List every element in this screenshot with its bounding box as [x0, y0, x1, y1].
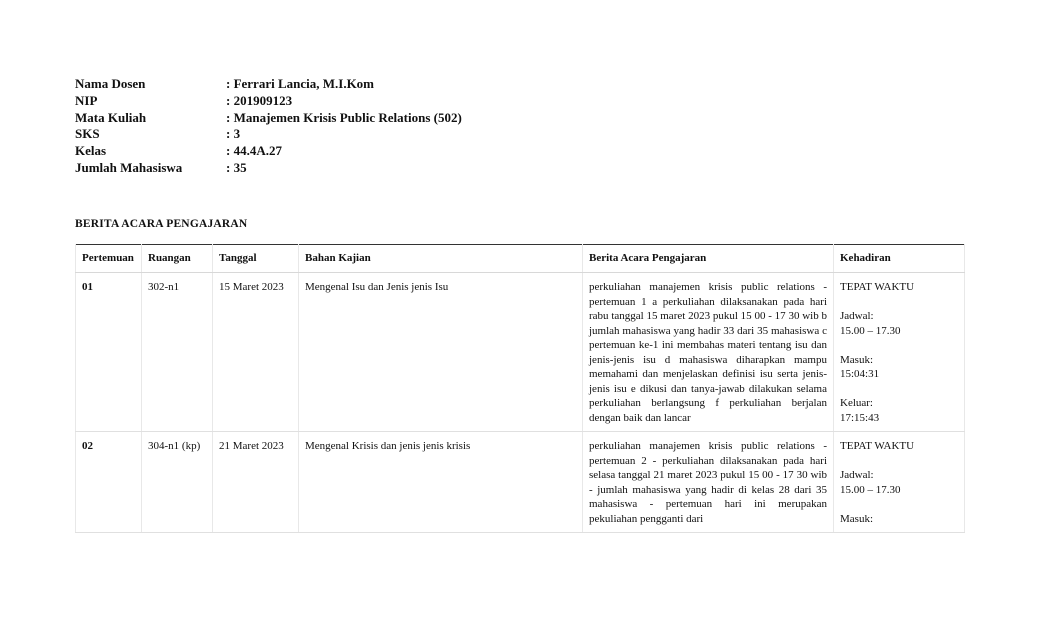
info-value: : 3	[226, 126, 241, 142]
header-ruangan: Ruangan	[142, 245, 213, 273]
cell-kehadiran	[834, 432, 965, 533]
info-value: : 201909123	[226, 92, 293, 108]
cell-kehadiran	[834, 273, 965, 432]
jadwal-label: Jadwal:	[840, 310, 874, 322]
info-row-mata-kuliah	[75, 110, 462, 127]
info-row-sks	[75, 126, 462, 143]
section-title: BERITA ACARA PENGAJARAN	[75, 218, 248, 230]
cell-bahan-kajian: Mengenal Isu dan Jenis jenis Isu	[299, 273, 583, 432]
keluar-label: Keluar:	[840, 397, 873, 409]
lecturer-info	[75, 76, 462, 177]
cell-ruangan: 302-n1	[142, 273, 213, 432]
cell-pertemuan: 02	[76, 432, 142, 533]
masuk-label: Masuk:	[840, 353, 873, 366]
header-pertemuan: Pertemuan	[76, 245, 142, 273]
header-berita-acara: Berita Acara Pengajaran	[583, 245, 834, 273]
cell-ruangan: 304-n1 (kp)	[142, 432, 213, 533]
table-row	[76, 273, 965, 432]
berita-acara-text: perkuliahan manajemen krisis public relations - pertemuan 2 - perkuliahan dilaksanakan pada hari selasa tanggal 21 maret 2023 pukul 15 00 - 17 30 wib - jumlah mahasiswa yang hadir di kelas 28 dari 35 mahasiswa - pertemuan hari ini merupakan pekuliahan pengganti dari	[589, 440, 827, 525]
info-value: : Manajemen Krisis Public Relations (502)	[226, 109, 462, 125]
info-label: NIP	[75, 92, 98, 108]
attendance-status: TEPAT WAKTU	[840, 440, 915, 452]
berita-acara-table	[75, 244, 965, 533]
cell-pertemuan: 01	[76, 273, 142, 432]
attendance-status: TEPAT WAKTU	[840, 281, 915, 293]
header-bahan-kajian: Bahan Kajian	[299, 245, 583, 273]
attendance-jadwal	[840, 309, 958, 338]
cell-berita-acara	[583, 432, 834, 533]
header-tanggal: Tanggal	[213, 245, 299, 273]
attendance-jadwal	[840, 468, 958, 497]
header-kehadiran: Kehadiran	[834, 245, 965, 273]
attendance-keluar	[840, 396, 958, 425]
keluar-value: 17:15:43	[840, 411, 880, 424]
jadwal-label: Jadwal:	[840, 469, 874, 481]
table-header-row	[76, 245, 965, 273]
info-label: SKS	[75, 126, 100, 142]
info-label: Nama Dosen	[75, 76, 146, 91]
cell-tanggal: 21 Maret 2023	[213, 432, 299, 533]
table-row	[76, 432, 965, 533]
cell-berita-acara: perkuliahan manajemen krisis public relations - pertemuan 1 a perkuliahan dilaksanakan pada hari rabu tanggal 15 maret 2023 pukul 15 00 - 17 30 wib b jumlah mahasiswa yang hadir 33 dari 35 mahasiswa c pertemuan ke-1 ini membahas materi tentang isu dan jenis-jenis isu d mahasiswa diharapkan mampu memahami dan menjelaskan definisi isu serta jenis-jenis isu e dikusi dan tanya-jawab dilakukan selama perkuliahan berlangsung f perkuliahan berjalan dengan baik dan lancar	[583, 273, 834, 432]
info-row-jumlah-mahasiswa	[75, 160, 462, 177]
cell-tanggal: 15 Maret 2023	[213, 273, 299, 432]
attendance-masuk	[840, 512, 958, 527]
info-value: : 35	[226, 159, 247, 175]
jadwal-value: 15.00 – 17.30	[840, 324, 901, 337]
info-value: : Ferrari Lancia, M.I.Kom	[226, 76, 375, 91]
masuk-value: 15:04:31	[840, 368, 880, 380]
info-label: Mata Kuliah	[75, 109, 147, 125]
info-row-kelas	[75, 143, 462, 160]
info-label: Jumlah Mahasiswa	[75, 159, 183, 175]
masuk-label: Masuk:	[840, 512, 873, 525]
info-label: Kelas	[75, 143, 107, 159]
jadwal-value: 15.00 – 17.30	[840, 483, 901, 496]
info-row-nama-dosen	[75, 76, 462, 93]
cell-bahan-kajian: Mengenal Krisis dan jenis jenis krisis	[299, 432, 583, 533]
attendance-masuk	[840, 353, 958, 382]
info-row-nip	[75, 93, 462, 110]
info-value: : 44.4A.27	[226, 143, 282, 159]
